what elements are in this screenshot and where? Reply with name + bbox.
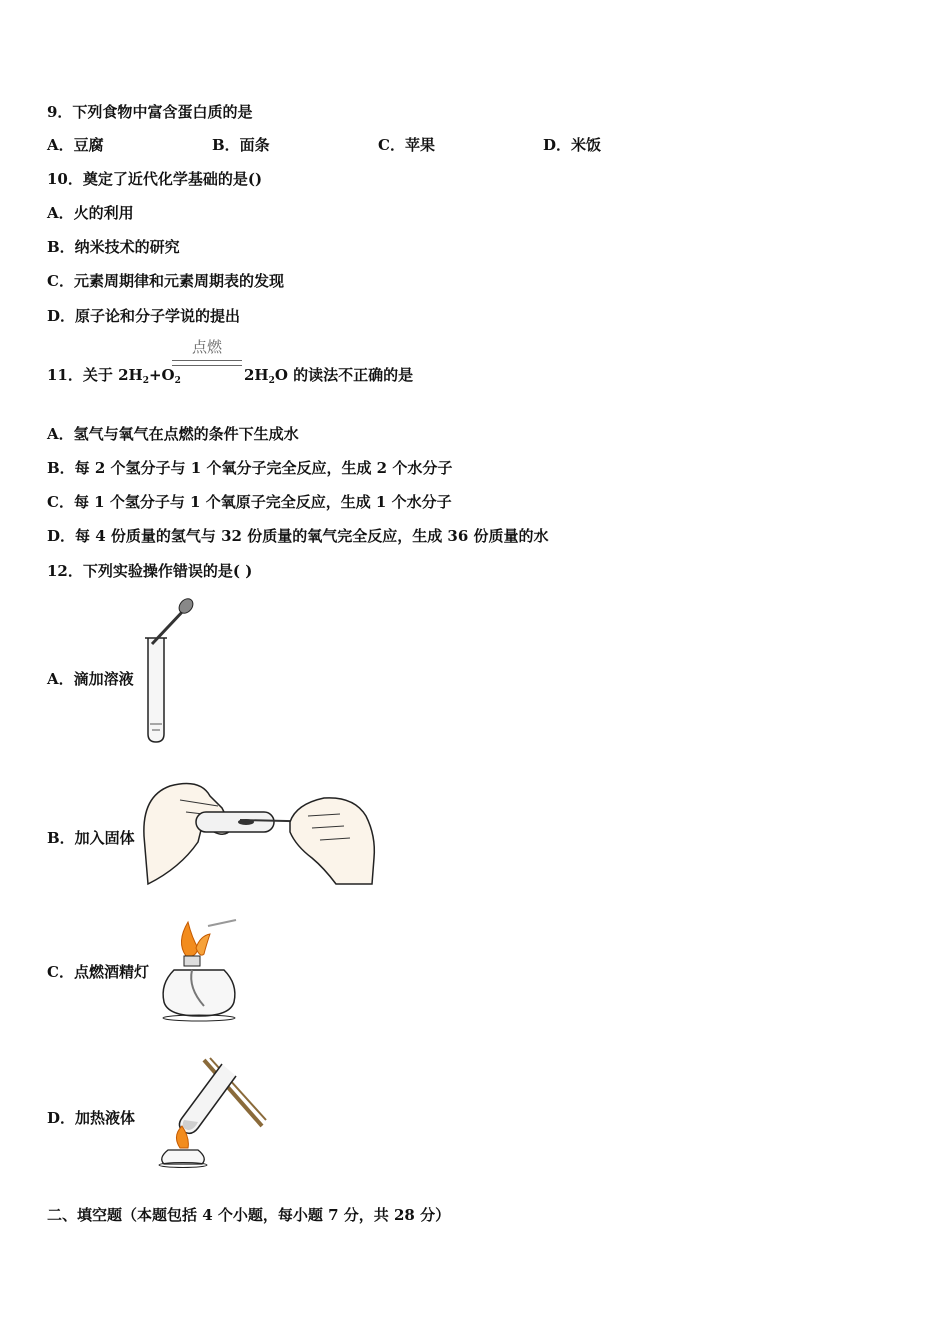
q11-option-b: B．每 2 个氢分子与 1 个氧分子完全反应，生成 2 个水分子 (47, 459, 453, 477)
q11-option-c: C．每 1 个氢分子与 1 个氧原子完全反应，生成 1 个水分子 (47, 493, 452, 511)
q11-stem-left (47, 365, 181, 391)
lighting-alcohol-lamp-figure (158, 918, 240, 1022)
q11-option-a: A．氢气与氧气在点燃的条件下生成水 (47, 425, 299, 443)
q9-option-d: D．米饭 (543, 136, 602, 154)
q11-sub2: 2 (174, 376, 181, 386)
q12-option-c: C．点燃酒精灯 (47, 963, 149, 981)
q11-suffix: O 的读法不正确的是 (274, 366, 414, 384)
q10-option-c: C．元素周期律和元素周期表的发现 (47, 272, 284, 290)
q11-option-d: D．每 4 份质量的氢气与 32 份质量的氧气完全反应，生成 36 份质量的水 (47, 527, 549, 545)
q9-stem: 9．下列食物中富含蛋白质的是 (47, 103, 253, 121)
q9-option-a: A．豆腐 (47, 136, 104, 154)
q11-prefix: 11．关于 2H (47, 366, 143, 384)
section-2-heading: 二、填空题（本题包括 4 个小题，每小题 7 分，共 28 分） (47, 1206, 451, 1224)
q11-sub3: 2 (268, 376, 275, 386)
hands-adding-solid-figure (140, 776, 378, 886)
q9-option-c: C．苹果 (378, 136, 435, 154)
heating-liquid-figure (150, 1054, 268, 1168)
q11-sub1: 2 (142, 376, 149, 386)
q12-option-b: B．加入固体 (47, 829, 135, 847)
q10-stem: 10．奠定了近代化学基础的是() (47, 170, 263, 188)
q10-option-d: D．原子论和分子学说的提出 (47, 307, 241, 325)
q10-option-b: B．纳米技术的研究 (47, 238, 180, 256)
q12-option-d: D．加热液体 (47, 1109, 136, 1127)
q10-option-a: A．火的利用 (47, 204, 134, 222)
q12-option-a: A．滴加溶液 (47, 670, 134, 688)
q12-stem: 12．下列实验操作错误的是( ) (47, 562, 253, 580)
reaction-condition: 点燃 (191, 338, 222, 356)
q11-plus: +O (148, 366, 175, 384)
q9-option-b: B．面条 (212, 136, 270, 154)
equation-equals-sign (172, 360, 242, 366)
q11-stem-right (244, 365, 413, 391)
q11-product: 2H (244, 366, 269, 384)
dropper-test-tube-figure (140, 596, 200, 744)
